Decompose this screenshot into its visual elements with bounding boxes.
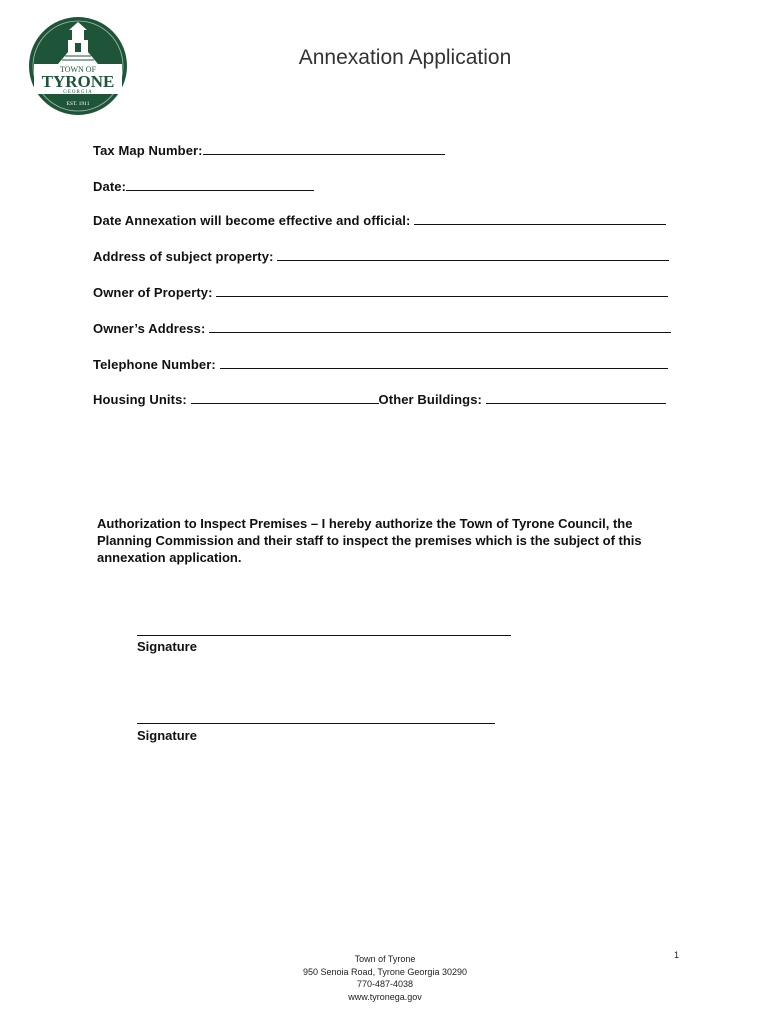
tax-map-label: Tax Map Number: [93,143,203,158]
footer-town: Town of Tyrone [354,954,416,964]
date-field [93,178,314,194]
page-number: 1 [674,950,680,960]
telephone-blank[interactable] [220,356,668,369]
footer [280,953,490,1003]
date-label: Date: [93,179,127,194]
owner-address-label: Owner’s Address: [93,321,210,336]
owner-label: Owner of Property: [93,285,217,300]
owner-address-blank[interactable] [209,320,671,333]
footer-website: www.tyronega.gov [348,991,422,1002]
tax-map-blank[interactable] [203,142,445,155]
signature-label-2: Signature [137,728,197,743]
telephone-label: Telephone Number: [93,357,220,372]
authorization-text: Authorization to Inspect Premises – I hereby authorize the Town of Tyrone Council, the Planning Commission and their staff to inspect the premises which is the subject of this annexation application. [97,516,642,565]
address-property-label: Address of subject property: [93,249,278,264]
signature-line-1[interactable] [137,635,511,636]
footer-phone: 770-487-4038 [356,979,414,989]
owner-blank[interactable] [216,284,668,297]
svg-text:TYRONE: TYRONE [41,72,115,91]
footer-address: 950 Senoia Road, Tyrone Georgia 30290 [303,966,467,977]
address-property-field [93,248,669,264]
other-buildings-blank[interactable] [486,391,666,404]
effective-date-field [93,212,666,228]
owner-field [93,284,668,300]
tax-map-field [93,142,445,158]
housing-units-blank[interactable] [191,391,379,404]
svg-text:EST. 1911: EST. 1911 [66,101,90,107]
housing-field [93,391,666,407]
page-title: Annexation Application [298,46,512,69]
svg-text:GEORGIA: GEORGIA [63,90,93,95]
owner-address-field [93,320,671,336]
signature-label-1: Signature [137,639,197,654]
housing-units-label: Housing Units: [93,392,191,407]
effective-date-blank[interactable] [414,212,666,225]
effective-date-label: Date Annexation will become effective and official: [93,213,415,228]
svg-text:TOWN OF: TOWN OF [59,65,97,74]
signature-line-2[interactable] [137,723,495,724]
address-property-blank[interactable] [277,248,669,261]
date-blank[interactable] [126,178,314,191]
telephone-field [93,356,668,372]
other-buildings-label: Other Buildings: [378,392,486,407]
